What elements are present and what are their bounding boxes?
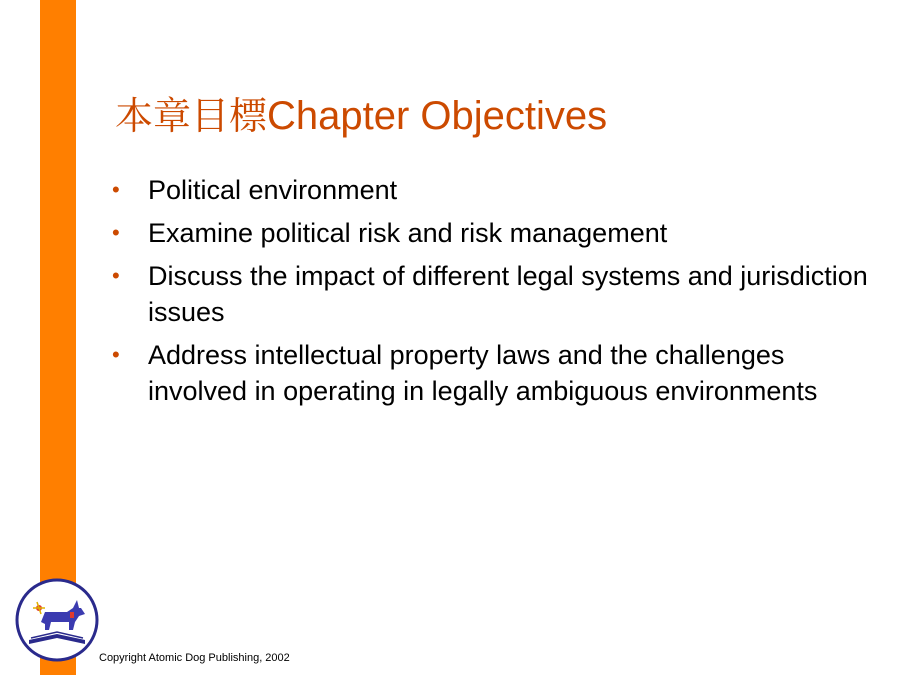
list-item-text: Political environment bbox=[148, 175, 398, 205]
list-item bbox=[112, 258, 872, 330]
objectives-list bbox=[112, 172, 872, 416]
bullet-icon: • bbox=[112, 342, 120, 367]
list-item bbox=[112, 337, 872, 409]
list-item-text: Discuss the impact of different legal systems and jurisdiction issues bbox=[148, 261, 868, 327]
list-item bbox=[112, 172, 872, 208]
slide-title-en: Chapter Objectives bbox=[267, 94, 608, 138]
atomic-dog-logo-icon bbox=[15, 578, 99, 662]
slide-title-cjk: 本章目標 bbox=[115, 94, 268, 138]
slide-title bbox=[115, 92, 607, 140]
bullet-icon: • bbox=[112, 263, 120, 288]
bullet-icon: • bbox=[112, 177, 120, 202]
list-item-text: Examine political risk and risk management bbox=[148, 218, 668, 248]
bullet-icon: • bbox=[112, 220, 120, 245]
left-accent-stripe bbox=[40, 0, 76, 675]
copyright-notice: Copyright Atomic Dog Publishing, 2002 bbox=[99, 652, 290, 664]
list-item bbox=[112, 215, 872, 251]
list-item-text: Address intellectual property laws and the challenges involved in operating in legally ambiguous environments bbox=[148, 340, 818, 406]
